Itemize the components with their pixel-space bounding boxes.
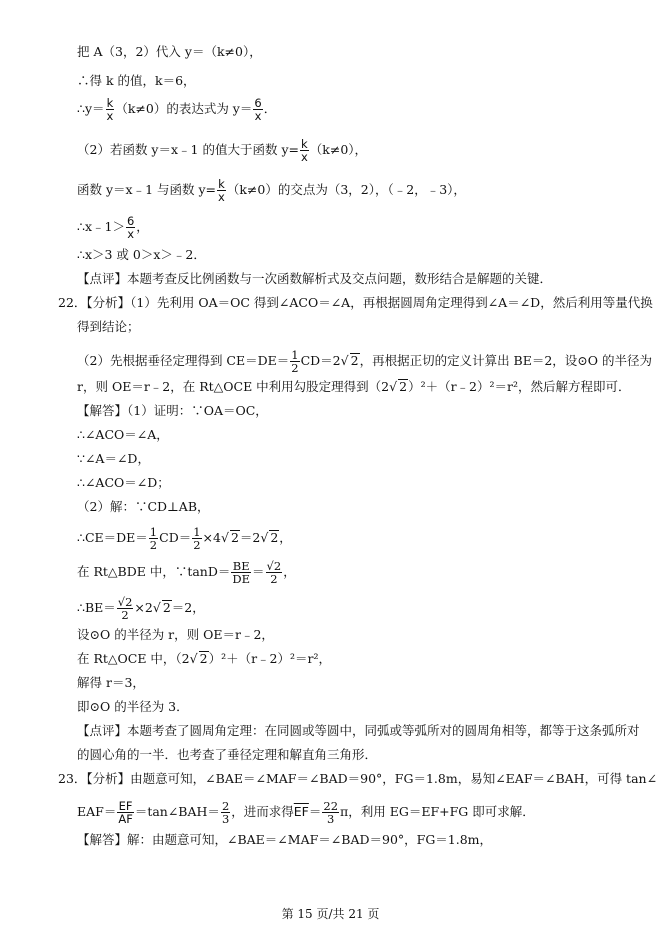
line-text: π，利用 EG＝EF+FG 即可求解． [340, 804, 535, 819]
text-line [77, 178, 466, 203]
line-text: 函数 y＝x﹣1 与函数 y= [77, 182, 217, 197]
fraction-2-over-3 [221, 800, 230, 825]
text-line [77, 699, 189, 715]
line-text: ＝ [252, 564, 265, 579]
ef-label: $\overline{EF}$ [293, 804, 309, 819]
text-line [77, 247, 206, 263]
line-text: CD＝ [159, 530, 192, 545]
line-text: ＝tan∠BAH＝ [134, 804, 220, 819]
text-line [77, 526, 292, 551]
line-text: ×4 [202, 530, 221, 545]
fraction-k-over-x [217, 178, 226, 203]
denominator: x [254, 109, 262, 123]
numerator: 6 [126, 214, 135, 228]
denominator: 3 [327, 812, 335, 826]
numerator: k [218, 177, 225, 191]
line-text: ∴CE＝DE＝ [77, 530, 148, 545]
line-text: 在 Rt△OCE 中，（2 [77, 651, 190, 666]
line-text: 解得 r＝3， [77, 675, 145, 690]
line-text: ∴∠ACO＝∠A， [77, 427, 169, 442]
fraction-ef-over-af [117, 800, 133, 825]
radicand: 2 [230, 530, 239, 545]
line-text: 【点评】本题考查了圆周角定理：在同圆或等圆中，同弧或等弧所对的圆周角相等，都等于这条弧所对 [77, 723, 640, 738]
fraction-6-over-x [126, 215, 135, 240]
fraction-one-half [192, 526, 201, 551]
line-text: （k≠0）， [309, 142, 368, 157]
text-line [77, 723, 640, 739]
line-text: （2）解：∵CD⊥AB， [77, 499, 210, 514]
line-text: ，再根据正切的定义计算出 BE＝2，设⊙O 的半径为 [359, 353, 652, 368]
line-text: 得到结论； [77, 319, 140, 334]
denominator: x [127, 227, 135, 241]
equals: ＝ [308, 804, 322, 819]
line-text: ∴x﹣1＞ [77, 219, 125, 234]
line-text: ）²＋（r﹣2）²＝r²，然后解方程即可． [408, 379, 631, 394]
radicand: 2 [350, 353, 359, 368]
text-line [77, 499, 210, 515]
denominator: x [300, 150, 308, 164]
fraction-sqrt2-over-2 [117, 596, 134, 621]
denominator: 2 [193, 538, 201, 552]
line-text: r，则 OE＝r﹣2，在 Rt△OCE 中利用勾股定理得到（2 [77, 379, 390, 394]
fraction-22-over-3 [322, 800, 339, 825]
line-text: 【解答】（1）证明：∵OA＝OC， [77, 403, 268, 418]
text-line [77, 560, 296, 585]
text-line [77, 651, 331, 667]
numerator: BE [232, 559, 250, 573]
text-line [77, 627, 274, 643]
radicand: 2 [270, 530, 279, 545]
denominator: x [106, 109, 114, 123]
line-text: ＝2， [171, 600, 205, 615]
numerator: 2 [221, 799, 230, 813]
text-line [77, 475, 170, 491]
numerator: 1 [149, 525, 158, 539]
sqrt-sign: √ [189, 651, 198, 666]
line-text: ∴y＝ [77, 101, 105, 116]
page-footer: 第 15 页/共 21 页 [281, 907, 380, 921]
numerator: 6 [254, 96, 262, 110]
line-text: 22．【分析】（1）先利用 OA＝OC 得到∠ACO＝∠A，再根据圆周角定理得到∠A＝∠D，然后利用等量代换 [58, 295, 653, 310]
text-line [77, 451, 150, 467]
sqrt-sign: √ [260, 530, 269, 545]
line-text: ， [279, 530, 292, 545]
line-text: ，进而求得 [231, 804, 294, 819]
denominator: x [218, 190, 225, 204]
fraction-be-over-de [231, 560, 251, 585]
text-line [77, 427, 169, 443]
text-line [77, 215, 149, 240]
fraction-one-half [290, 349, 299, 374]
denominator: 2 [149, 538, 158, 552]
text-line [77, 747, 377, 763]
text-line [58, 295, 653, 311]
numerator: EF [118, 799, 133, 813]
line-text: 【点评】本题考查反比例函数与一次函数解析式及交点问题，数形结合是解题的关键． [77, 271, 553, 286]
line-text: ∴x＞3 或 0＞x＞﹣2． [77, 247, 206, 262]
line-text: （k≠0）的交点为（3，2），（﹣2，﹣3）， [226, 182, 466, 197]
fraction-6-over-x [253, 97, 262, 122]
line-text: ）²＋（r﹣2）²＝r²， [208, 651, 331, 666]
denominator: AF [118, 812, 133, 826]
line-text: （2）先根据垂径定理得到 CE＝DE＝ [77, 353, 290, 368]
line-text: EAF＝ [77, 804, 117, 819]
text-line [77, 44, 262, 60]
numerator: 1 [193, 525, 201, 539]
radicand: 2 [199, 651, 208, 666]
sqrt-sign: √ [340, 353, 349, 368]
text-line [77, 138, 367, 163]
line-text: ， [283, 564, 296, 579]
text-line [77, 675, 145, 691]
text-line [77, 97, 276, 122]
line-text: 的圆心角的一半．也考查了垂径定理和解直角三角形． [77, 747, 378, 762]
denominator: 3 [221, 812, 230, 826]
denominator: 2 [270, 572, 278, 586]
numerator: √2 [266, 559, 282, 573]
text-line [77, 349, 652, 374]
text-line [77, 832, 492, 848]
line-text: 【解答】解：由题意可知，∠BAE＝∠MAF＝∠BAD＝90°，FG＝1.8m， [77, 832, 493, 847]
text-line [77, 800, 535, 825]
sqrt-sign: √ [220, 530, 229, 545]
text-line [77, 596, 205, 621]
text-line [58, 771, 657, 787]
line-text: ∴∠ACO＝∠D； [77, 475, 170, 490]
line-text: ∵∠A＝∠D， [77, 451, 150, 466]
line-text: ＝2 [239, 530, 261, 545]
line-text: 把 A（3，2）代入 y＝（k≠0）， [77, 44, 262, 59]
line-text: （2）若函数 y＝x﹣1 的值大于函数 y= [77, 142, 299, 157]
numerator: 1 [291, 348, 299, 362]
text-line [77, 379, 631, 395]
line-text: 设⊙O 的半径为 r，则 OE＝r﹣2， [77, 627, 274, 642]
fraction-k-over-x [300, 138, 309, 163]
numerator: k [106, 96, 114, 110]
sqrt-sign: √ [152, 600, 161, 615]
numerator: k [301, 137, 308, 151]
sqrt-sign: √ [389, 379, 398, 394]
numerator: √2 [117, 595, 133, 609]
denominator: DE [232, 572, 251, 586]
period: ． [263, 101, 277, 116]
line-text: ∴得 k 的值，k＝6， [77, 73, 196, 88]
text-line [77, 403, 268, 419]
fraction-k-over-x [106, 97, 115, 122]
text-line [77, 271, 552, 287]
numerator: 22 [323, 799, 339, 813]
denominator: 2 [121, 608, 129, 622]
text-line [77, 73, 196, 89]
denominator: 2 [291, 361, 299, 375]
radicand: 2 [399, 379, 408, 394]
line-text: ， [136, 219, 149, 234]
line-text: ∴BE＝ [77, 600, 116, 615]
line-text: ×2 [134, 600, 153, 615]
fraction-sqrt2-over-2 [266, 560, 283, 585]
fraction-one-half [149, 526, 158, 551]
line-text: （k≠0）的表达式为 y＝ [115, 101, 253, 116]
line-text: 即⊙O 的半径为 3． [77, 699, 189, 714]
line-text: 23．【分析】由题意可知，∠BAE＝∠MAF＝∠BAD＝90°，FG＝1.8m，易知∠EAF＝∠BAH，可得 tan∠ [58, 771, 658, 786]
text-line [77, 319, 140, 335]
radicand: 2 [162, 600, 171, 615]
line-text: 在 Rt△BDE 中，∵tanD＝ [77, 564, 231, 579]
line-text: CD＝2 [300, 353, 341, 368]
